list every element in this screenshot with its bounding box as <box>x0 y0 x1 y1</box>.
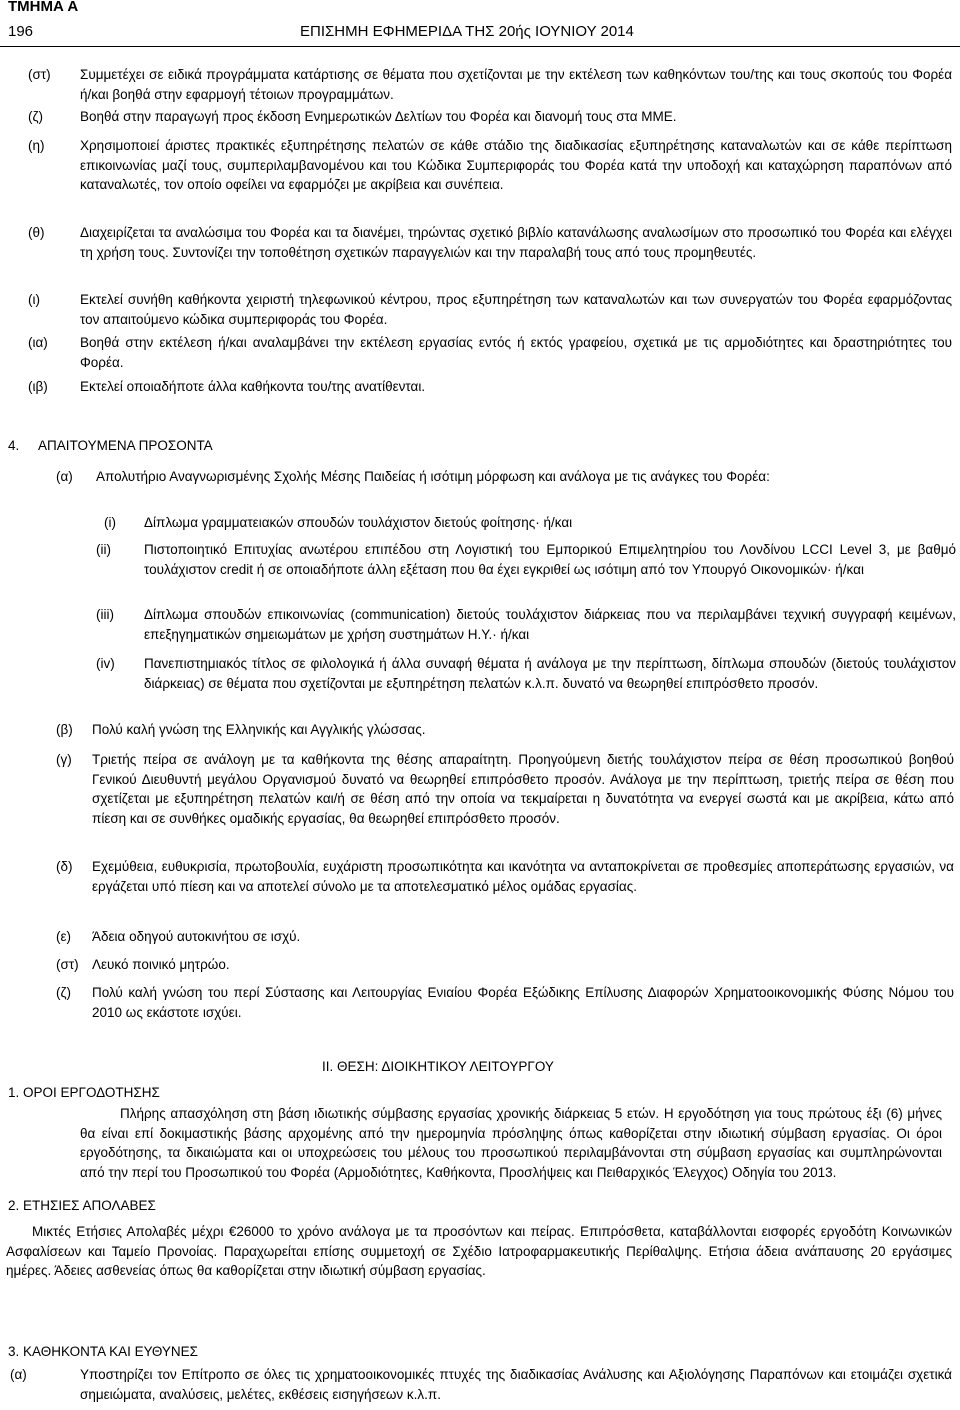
position-title: ΙΙ. ΘΕΣΗ: ΔΙΟΙΚΗΤΙΚΟΥ ΛΕΙΤΟΥΡΓΟΥ <box>322 1059 554 1074</box>
sub-requirement-label: (i) <box>104 515 116 530</box>
header-divider <box>0 46 960 47</box>
duty-label: (η) <box>28 138 45 153</box>
section-label: ΤΜΗΜΑ Α <box>8 0 79 15</box>
sub-requirement-label: (iii) <box>96 607 114 622</box>
requirement-text: Πολύ καλή γνώση της Ελληνικής και Αγγλικής γλώσσας. <box>92 722 426 737</box>
sub-requirement-label: (ii) <box>96 542 111 557</box>
requirement-text: Άδεια οδηγού αυτοκινήτου σε ισχύ. <box>92 929 301 944</box>
duty-text: Βοηθά στην παραγωγή προς έκδοση Ενημερωτικών Δελτίων του Φορέα και διανομή τους στα ΜΜΕ. <box>80 109 677 124</box>
duty-text: Υποστηρίζει τον Επίτροπο σε όλες τις χρηματοοικονομικές πτυχές της διαδικασίας Ανάλυσης και Αξιολόγησης Παραπόνων και ετοιμάζει σχετικά σημειώματα, αναλύσεις, μελέτες, εκθέσεις εισηγήσεων κ.λ.π. <box>80 1367 952 1402</box>
terms-heading: 1. ΟΡΟΙ ΕΡΓΟΔΟΤΗΣΗΣ <box>8 1085 160 1100</box>
salary-heading: 2. ΕΤΗΣΙΕΣ ΑΠΟΛΑΒΕΣ <box>8 1198 156 1213</box>
sub-requirement-text: Πιστοποιητικό Επιτυχίας ανωτέρου επιπέδου στη Λογιστική του Εμπορικού Επιμελητηρίου του Λονδίνου LCCI Level 3, με βαθμό τουλάχιστον credit ή σε οποιαδήποτε άλλη εξέταση που θα έχει εγκριθεί ως ισότιμη από τον Υπουργό Οικονομικών· ή/και <box>144 542 956 577</box>
duty-text: Διαχειρίζεται τα αναλώσιμα του Φορέα και τα διανέμει, τηρώντας σχετικό βιβλίο κατανάλωσης αναλωσίμων στο προσωπικό του Φορέα και ελέγχει τη χρήση τους. Συντονίζει την τοποθέτηση σχετικών παραγγελιών και την παραλαβή τους από τους προμηθευτές. <box>80 225 952 260</box>
duty-label: (στ) <box>28 67 51 82</box>
requirement-text: Απολυτήριο Αναγνωρισμένης Σχολής Μέσης Παιδείας ή ισότιμη μόρφωση και ανάλογα με τις ανάγκες του Φορέα: <box>96 469 770 484</box>
requirement-label: (α) <box>56 469 73 484</box>
requirement-label: (ε) <box>56 929 72 944</box>
duty-text: Συμμετέχει σε ειδικά προγράμματα κατάρτισης σε θέματα που σχετίζονται με την εκτέλεση των καθηκόντων του/της και τους σκοπούς του Φορέα ή/και βοηθά στην εφαρμογή τέτοιων προγραμμάτων. <box>80 67 952 102</box>
requirement-text: Λευκό ποινικό μητρώο. <box>92 957 230 972</box>
duties-heading: 3. ΚΑΘΗΚΟΝΤΑ ΚΑΙ ΕΥΘΥΝΕΣ <box>8 1344 199 1359</box>
duty-text: Βοηθά στην εκτέλεση ή/και αναλαμβάνει την εκτέλεση εργασίας εντός ή εκτός γραφείου, σχετικά με τις αρμοδιότητες και δραστηριότητες του Φορέα. <box>80 335 952 370</box>
duty-label: (ζ) <box>28 109 43 124</box>
requirement-text: Τριετής πείρα σε ανάλογη με τα καθήκοντα της θέσης απαραίτητη. Προηγούμενη διετής τουλάχιστον πείρα σε θέση προσωπικού βοηθού Γενικού Διευθυντή μεγάλου Οργανισμού δυνατό να θεωρηθεί επιπρόσθετο προσόν. Ανάλογα με την περίπτωση, τριετής πείρα σε θέση που σχετίζεται με εξυπηρέτηση πελατών και/ή σε θέση από την οποία να τεκμαίρεται η δυνατότητα να ενεργεί σωστά και με ακρίβεια, κάτω από πίεση και σε συνθήκες ομαδικής εργασίας, θα θεωρηθεί επιπρόσθετο προσόν. <box>92 752 954 826</box>
duty-label: (ι) <box>28 292 40 307</box>
requirement-text: Εχεμύθεια, ευθυκρισία, πρωτοβουλία, ευχάριστη προσωπικότητα και ικανότητα να ανταποκρίνεται σε προθεσμίες αποπεράτωσης εργασιών, να εργάζεται υπό πίεση και να αποτελεί σύνολο με τα αποτελεσματικό μέλος ομάδας εργασίας. <box>92 859 954 894</box>
sub-requirement-text: Δίπλωμα γραμματειακών σπουδών τουλάχιστον διετούς φοίτησης· ή/και <box>144 515 573 530</box>
requirement-label: (ζ) <box>56 985 71 1000</box>
sub-requirement-text: Πανεπιστημιακός τίτλος σε φιλολογικά ή άλλα συναφή θέματα ή ανάλογα με την περίπτωση, δίπλωμα σπουδών (διετούς τουλάχιστον διάρκειας) σε θέματα που σχετίζονται με εξυπηρέτηση πελατών κ.λ.π. δυνατό να θεωρηθεί επιπρόσθετο προσόν. <box>144 656 956 691</box>
duty-label: (α) <box>10 1367 27 1382</box>
requirement-label: (στ) <box>56 957 79 972</box>
salary-text: Μικτές Ετήσιες Απολαβές μέχρι €26000 το χρόνο ανάλογα με τα προσόντων και πείρας. Επιπρόσθετα, καταβάλλονται εισφορές εργοδότη Κοινωνικών Ασφαλίσεων και Ταμείο Προνοίας. Παραχωρείται επίσης συμμετοχή σε Σχέδιο Ιατροφαρμακευτικής Περίθαλψης. Ετήσια άδεια ανάπαυσης 20 εργάσιμες ημέρες. Άδειες ασθενείας όπως θα καθορίζεται στην ιδιωτική σύμβαση εργασίας. <box>6 1224 952 1278</box>
requirement-label: (β) <box>56 722 73 737</box>
sub-requirement-text: Δίπλωμα σπουδών επικοινωνίας (communication) διετούς τουλάχιστον διάρκειας που να περιλαμβάνει τεχνική συγγραφή κειμένων, επεξηγηματικών σημειωμάτων με χρήση συστημάτων Η.Υ.· ή/και <box>144 607 956 642</box>
terms-text: Πλήρης απασχόληση στη βάση ιδιωτικής σύμβασης εργασίας χρονικής διάρκειας 5 ετών. Η εργοδότηση για τους πρώτους έξι (6) μήνες θα είναι επί δοκιμαστικής βάσης αρχομένης από την ημερομηνία πρόσληψης όπως καθορίζεται στην ιδιωτική σύμβαση εργασίας. Οι όροι εργοδότησης, τα δικαιώματα και οι υποχρεώσεις του μέλους του προσωπικού περιλαμβάνονται στη σύμβαση εργασίας και συμπληρώνονται από την περί του Προσωπικού του Φορέα (Αρμοδιότητες, Καθήκοντα, Προσλήψεις και Πειθαρχικός Έλεγχος) Οδηγία του 2013. <box>80 1106 942 1180</box>
journal-title: ΕΠΙΣΗΜΗ ΕΦΗΜΕΡΙΔΑ ΤΗΣ 20ής ΙΟΥΝΙΟΥ 2014 <box>300 23 634 40</box>
duty-label: (θ) <box>28 225 45 240</box>
requirements-heading: ΑΠΑΙΤΟΥΜΕΝΑ ΠΡΟΣΟΝΤΑ <box>38 438 213 453</box>
requirement-text: Πολύ καλή γνώση του περί Σύστασης και Λειτουργίας Ενιαίου Φορέα Εξώδικης Επίλυσης Διαφορών Χρηματοοικονομικής Φύσης Νόμου του 2010 ως εκάστοτε ισχύει. <box>92 985 954 1020</box>
duty-label: (ια) <box>28 335 48 350</box>
requirement-label: (δ) <box>56 859 73 874</box>
page-number: 196 <box>8 23 34 40</box>
duty-text: Χρησιμοποιεί άριστες πρακτικές εξυπηρέτησης πελατών σε κάθε στάδιο της διαδικασίας εξυπηρέτησης καταναλωτών και σε κάθε περίπτωση επικοινωνίας μαζί τους, συμπεριλαμβανομένου και του Κώδικα Συμπεριφοράς του Φορέα κατά την υποδοχή και καταχώρηση παραπόνων από καταναλωτές, τον οποίο οφείλει να εφαρμόζει με ακρίβεια και συνέπεια. <box>80 138 952 192</box>
duty-label: (ιβ) <box>28 379 48 394</box>
duty-text: Εκτελεί οποιαδήποτε άλλα καθήκοντα του/της ανατίθενται. <box>80 379 426 394</box>
sub-requirement-label: (iv) <box>96 656 115 671</box>
duty-text: Εκτελεί συνήθη καθήκοντα χειριστή τηλεφωνικού κέντρου, προς εξυπηρέτηση των καταναλωτών και των συνεργατών του Φορέα εφαρμόζοντας τον απαιτούμενο κώδικα συμπεριφοράς του Φορέα. <box>80 292 952 327</box>
requirements-number: 4. <box>8 438 20 453</box>
requirement-label: (γ) <box>56 752 72 767</box>
